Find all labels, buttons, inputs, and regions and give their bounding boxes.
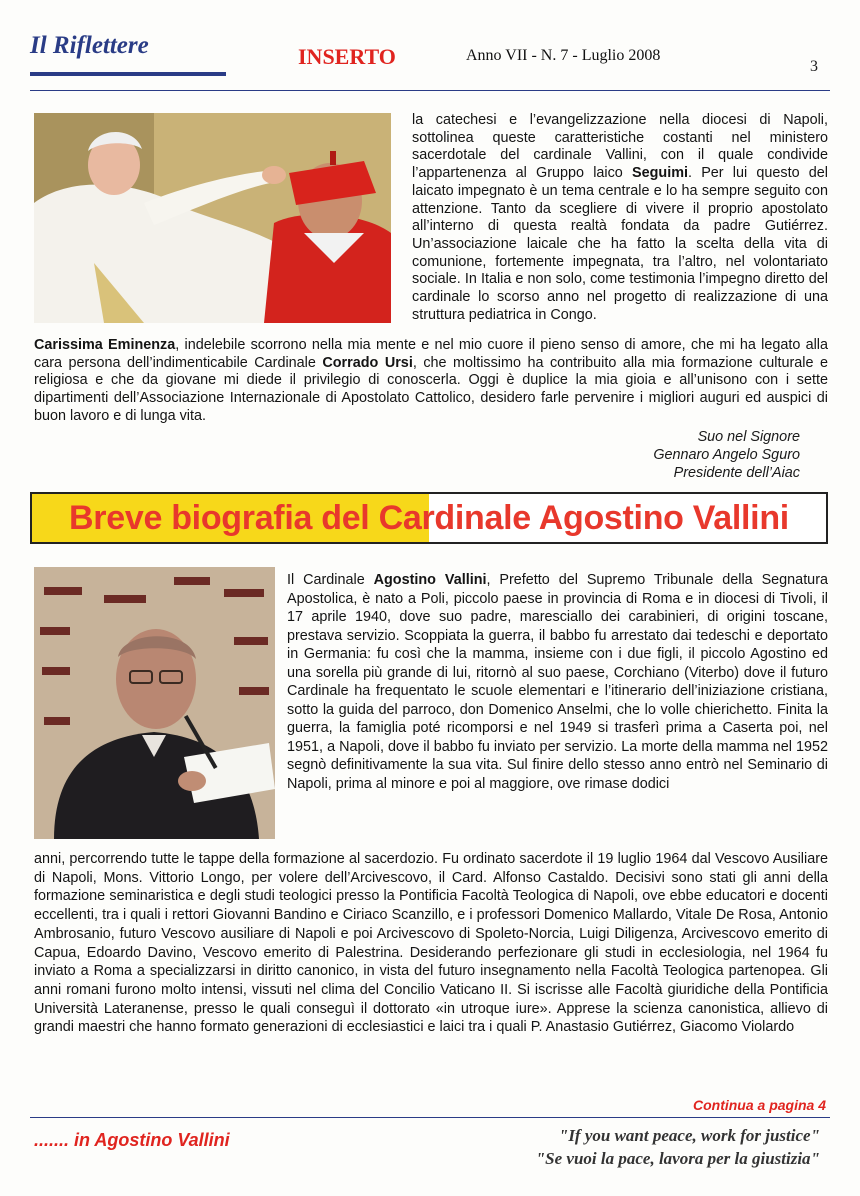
signature-block	[560, 428, 800, 482]
letter-paragraph: Carissima Eminenza, indelebile scorrono nella mia mente e nel mio cuore il pieno senso di amore, che mi ha legato alla cara persona dell’indimenticabile Cardinale Corrado Ursi, che moltissimo ha contribuito alla mia formazione culturale e religiosa e che da giovane mi diede il privilegio di conoscerla. Oggi è duplice la mia gioia e all’unisono con i sette dipartimenti dell’Associazione Internazionale di Apostolato Cattolico, desidero farle pervenire i migliori auguri ed auspici di buon lavoro e di lunga vita.	[34, 337, 828, 424]
header-divider	[30, 90, 830, 91]
signature-line-3: Presidente dell’Aiac	[673, 465, 800, 481]
article1-column-text: la catechesi e l’evangelizzazione nella diocesi di Napoli, sottolinea queste caratteristiche costanti nel ministero sacerdotale del cardinale Vallini, con il quale condivide l’appartenenza al Gruppo laico Seguimi. Per lui questo del laicato impegnato è un tema centrale e lo ha sempre seguito con attenzione. Tanto da scegliere di vivere il proprio apostolato all’interno di questa realtà fondata da padre Gutiérrez. Un’associazione laicale che ha fatto la scelta della vita di comunione, fortemente impegnata, tra l’altro, nel volontariato sociale. In Italia e non solo, come testimonia l’impegno diretto del cardinale lo scorso anno nel progetto di realizzazione di una struttura pediatrica in Congo.	[412, 112, 828, 323]
logo: Il Riflettere	[30, 32, 149, 59]
footer-section-label: ....... in Agostino Vallini	[34, 1130, 230, 1150]
logo-underline	[30, 72, 226, 76]
biography-column-text: Il Cardinale Agostino Vallini, Prefetto del Supremo Tribunale della Segnatura Apostolica, è nato a Poli, piccolo paese in provincia di Roma e in diocesi di Tivoli, il 17 aprile 1940, dove suo padre, maresciallo dei carabinieri, di origini toscane, prestava servizio. Scoppiata la guerra, il babbo fu arrestato dai tedeschi e deportato in Germania: fu così che la mamma, insieme con i due figli, il piccolo Agostino ed una sorella più grande di lui, ritornò al suo paese, Corchiano (Viterbo) dove il futuro Cardinale ha frequentato le scuole elementari e l’itinerario dell’iniziazione cristiana, sotto la guida del parroco, don Domenico Anselmi, che lo volle chierichetto. Finita la guerra, la famiglia poté ricomporsi e nel 1949 si trasferì prima a Caserta poi, nel 1951, a Napoli, dove il babbo fu inviato per servizio. La morte della mamma nel 1952 segnò definitivamente la sua vita. Sul finire dello stesso anno entrò nel Seminario di Napoli, prima al minore e poi al maggiore, ove rimase dodici	[287, 572, 828, 793]
biography-banner	[30, 492, 828, 544]
photo-cardinal-vallini	[34, 567, 275, 839]
motto-italian: "Se vuoi la pace, lavora per la giustizia"	[535, 1149, 820, 1168]
biography-title: Breve biografia del Cardinale Agostino Vallini	[69, 499, 789, 537]
motto-english: "If you want peace, work for justice"	[558, 1126, 820, 1145]
continue-link[interactable]: Continua a pagina 4	[692, 1097, 826, 1113]
footer-divider	[30, 1117, 830, 1118]
signature-line-1: Suo nel Signore	[697, 429, 800, 445]
biography-full-text: anni, percorrendo tutte le tappe della formazione al sacerdozio. Fu ordinato sacerdote il 19 luglio 1964 dal Vescovo Ausiliare di Napoli, Mons. Vittorio Longo, per volere dell’Arcivescovo, il Card. Alfonso Castaldo. Decisivi sono stati gli anni della formazione seminaristica e degli studi teologici presso la Pontificia Facoltà Teologica di Napoli, ove ebbe educatori e docenti eccellenti, tra i quali i rettori Giovanni Bandino e Ciriaco Scanzillo, e i professori Domenico Mallardo, Vitale De Rosa, Antonio Ambrosanio, futuro Vescovo ausiliare di Napoli e poi Arcivescovo di Spoleto-Norcia, Luigi Diligenza, Arcivescovo emerito di Capua, Edoardo Davino, Vescovo emerito di Palestrina. Desiderando perfezionare gli studi in ecclesiologia, nel 1964 fu inviato a Roma a specializzarsi in diritto canonico, in vista del futuro insegnamento nella Facoltà Teologica partenopea. Gli anni romani furono molto intensi, vissuti nel clima del Concilio Vaticano II. Si iscrisse alle Facoltà giuridiche della Pontificia Università Lateranense, presso le quali conseguì il dottorato «in utroque iure». Apprese la scienza canonistica, allievo di grandi maestri che hanno formato generazioni di ecclesiastici e laici tra i quali P. Anastasio Gutiérrez, Giacomo Violardo	[34, 851, 828, 1036]
footer-motto	[450, 1124, 820, 1170]
signature-line-2: Gennaro Angelo Sguro	[653, 447, 800, 463]
photo-pope-cardinal	[34, 113, 391, 323]
page-number: 3	[810, 58, 818, 75]
issue-info: Anno VII - N. 7 - Luglio 2008	[466, 47, 661, 64]
section-label: INSERTO	[298, 44, 396, 69]
